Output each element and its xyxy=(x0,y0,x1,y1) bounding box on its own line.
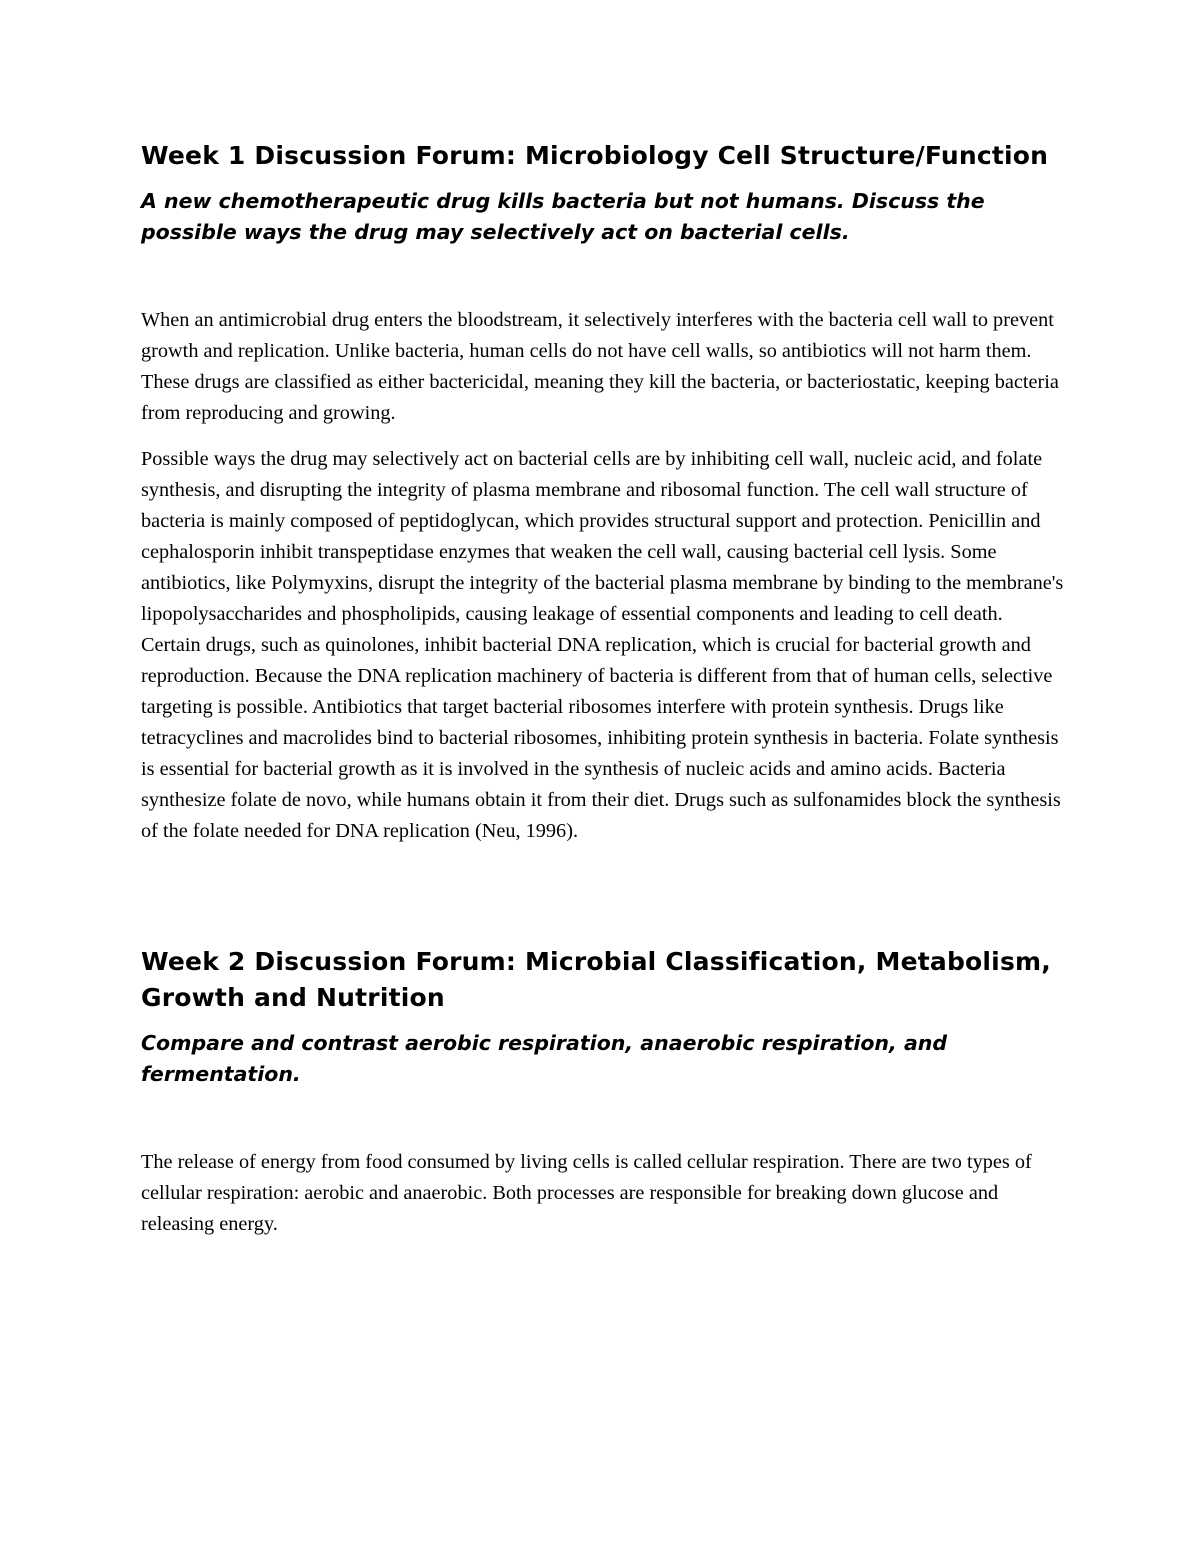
week-1-paragraph-1: When an antimicrobial drug enters the bloodstream, it selectively interferes with the bacteria cell wall to prevent growth and replication. Unlike bacteria, human cells do not have cell walls, so antibiotics will not harm them. These drugs are classified as either bactericidal, meaning they kill the bacteria, or bacteriostatic, keeping bacteria from reproducing and growing. xyxy=(141,309,1059,424)
week-1-heading: Week 1 Discussion Forum: Microbiology Cell Structure/Function xyxy=(141,141,1049,170)
week-2-paragraph-1: The release of energy from food consumed by living cells is called cellular respiration. There are two types of cellular respiration: aerobic and anaerobic. Both processes are responsible for breaking down glucose and releasing energy. xyxy=(141,1151,1032,1235)
document-content xyxy=(141,138,1066,1240)
week-1-section xyxy=(141,138,1066,847)
week-2-section xyxy=(141,944,1066,1240)
week-1-paragraph-2: Possible ways the drug may selectively act on bacterial cells are by inhibiting cell wall, nucleic acid, and folate synthesis, and disrupting the integrity of plasma membrane and ribosomal function. The cell wall structure of bacteria is mainly composed of peptidoglycan, which provides structural support and protection. Penicillin and cephalosporin inhibit transpeptidase enzymes that weaken the cell wall, causing bacterial cell lysis. Some antibiotics, like Polymyxins, disrupt the integrity of the bacterial plasma membrane by binding to the membrane's lipopolysaccharides and phospholipids, causing leakage of essential components and leading to cell death. Certain drugs, such as quinolones, inhibit bacterial DNA replication, which is crucial for bacterial growth and reproduction. Because the DNA replication machinery of bacteria is different from that of human cells, selective targeting is possible. Antibiotics that target bacterial ribosomes interfere with protein synthesis. Drugs like tetracyclines and macrolides bind to bacterial ribosomes, inhibiting protein synthesis in bacteria. Folate synthesis is essential for bacterial growth as it is involved in the synthesis of nucleic acids and amino acids. Bacteria synthesize folate de novo, while humans obtain it from their diet. Drugs such as sulfonamides block the synthesis of the folate needed for DNA replication (Neu, 1996). xyxy=(141,448,1064,842)
week-1-prompt: A new chemotherapeutic drug kills bacteria but not humans. Discuss the possible ways the drug may selectively act on bacterial cells. xyxy=(141,189,985,244)
week-2-heading: Week 2 Discussion Forum: Microbial Classification, Metabolism, Growth and Nutrition xyxy=(141,947,1051,1012)
week-2-prompt: Compare and contrast aerobic respiration, anaerobic respiration, and fermentation. xyxy=(141,1031,948,1086)
